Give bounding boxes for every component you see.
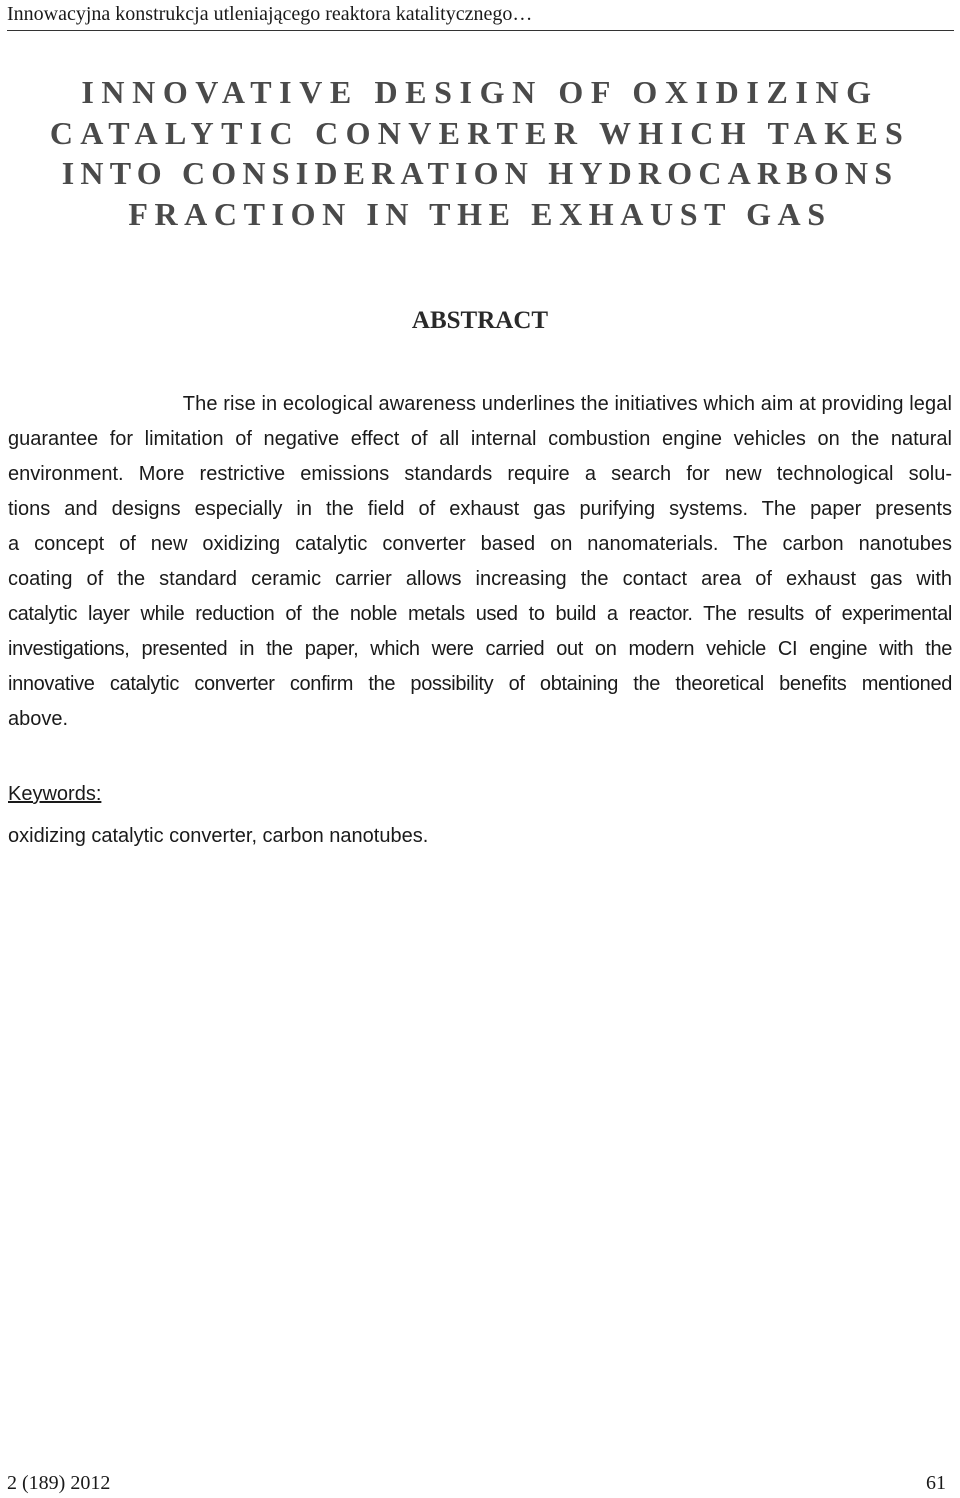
title-line: INTO CONSIDERATION HYDROCARBONS: [61, 155, 899, 191]
abstract-line: environment. More restrictive emissions standards require a search for new technological solu-: [8, 463, 952, 485]
title-line: FRACTION IN THE EXHAUST GAS: [128, 195, 832, 232]
title-line: INNOVATIVE DESIGN OF OXIDIZING: [81, 74, 879, 110]
abstract-body: [8, 387, 952, 737]
abstract-line: investigations, presented in the paper, which were carried out on modern vehicle CI engine with the: [8, 638, 952, 660]
paper-title: [0, 72, 960, 234]
page-number: 61: [926, 1472, 946, 1494]
abstract-line: catalytic layer while reduction of the noble metals used to build a reactor. The results of experimental: [8, 603, 952, 625]
title-line: CATALYTIC CONVERTER WHICH TAKES: [49, 114, 911, 151]
abstract-line: The rise in ecological awareness underlines the initiatives which aim at providing legal: [182, 393, 952, 415]
abstract-line: guarantee for limitation of negative effect of all internal combustion engine vehicles on the natural: [8, 428, 952, 450]
abstract-line: above.: [8, 708, 69, 730]
footer-issue: 2 (189) 2012: [7, 1472, 111, 1494]
keywords-text: oxidizing catalytic converter, carbon nanotubes.: [8, 825, 429, 847]
running-head: Innowacyjna konstrukcja utleniającego reaktora katalitycznego…: [7, 3, 533, 25]
header-rule: [7, 30, 954, 31]
abstract-line: tions and designs especially in the field of exhaust gas purifying systems. The paper presents: [8, 498, 952, 520]
abstract-line: innovative catalytic converter confirm the possibility of obtaining the theoretical benefits mentioned: [8, 673, 952, 695]
keywords-label: Keywords:: [8, 783, 102, 805]
abstract-line: coating of the standard ceramic carrier allows increasing the contact area of exhaust gas with: [8, 568, 952, 590]
abstract-heading: ABSTRACT: [411, 307, 549, 334]
abstract-line: a concept of new oxidizing catalytic converter based on nanomaterials. The carbon nanotubes: [8, 533, 952, 555]
